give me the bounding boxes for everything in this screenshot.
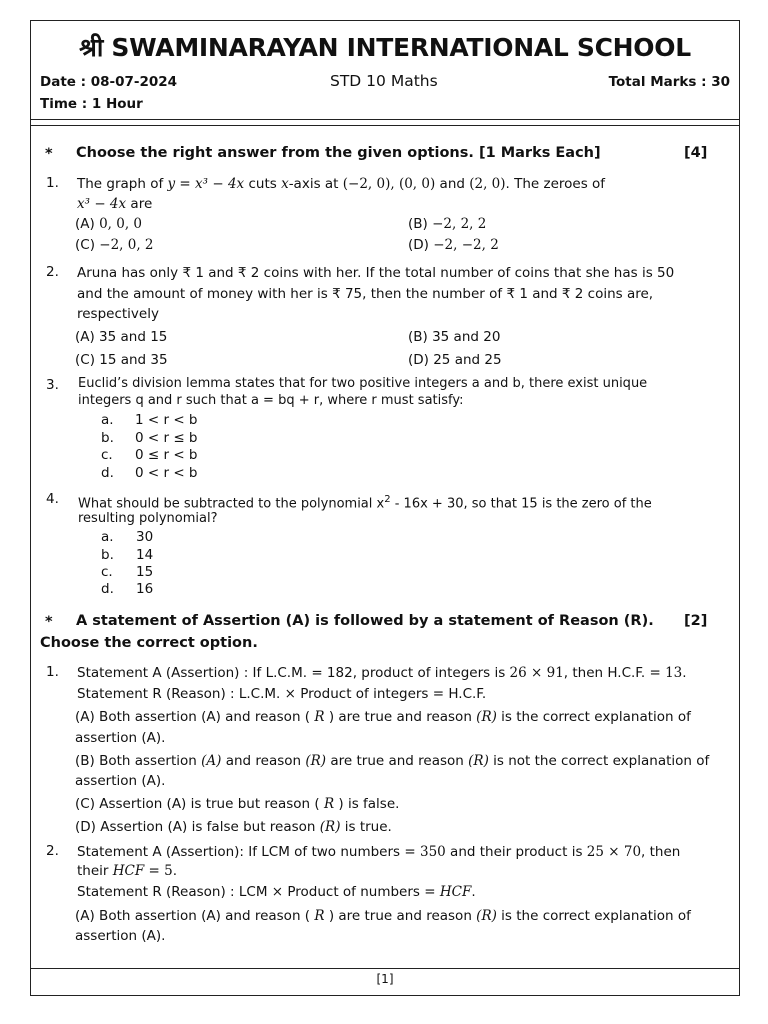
math-var: (R): [468, 753, 489, 769]
option-value: −2, −2, 2: [433, 237, 499, 253]
q4-option-d-text: 16: [136, 581, 154, 597]
q2-line1: Aruna has only ₹ 1 and ₹ 2 coins with her. If the total number of coins that she has is 50: [77, 265, 675, 281]
text: Statement A (Assertion) : If L.C.M. = 182, product of integers is: [77, 665, 510, 681]
q3-line2: integers q and r such that a = bq + r, where r must satisfy:: [78, 393, 464, 408]
ar2-number: 2.: [46, 843, 59, 859]
text: (C) Assertion (A) is true but reason (: [75, 796, 324, 812]
math-var: (R): [305, 753, 327, 769]
text: What should be subtracted to the polynomial x: [78, 496, 385, 512]
math-expression: = 350: [404, 844, 446, 860]
text: Product of integers: [295, 686, 433, 702]
text: . The zeroes of: [505, 176, 606, 192]
math-var: (R): [476, 709, 497, 725]
text: , then H.C.F.: [563, 665, 650, 681]
q3-option-c-text: 0 ≤ r < b: [135, 447, 198, 463]
ar2-option-a-line1: [75, 906, 691, 926]
text: Statement R (Reason) : LCM: [77, 884, 272, 900]
math-var: R: [314, 908, 325, 924]
section2-heading: A statement of Assertion (A) is followed by a statement of Reason (R).: [76, 613, 654, 629]
q2-option-d: (D) 25 and 25: [408, 352, 502, 368]
total-marks: Total Marks : 30: [608, 74, 730, 90]
q3-option-d-label: d.: [101, 465, 114, 481]
math-expression: = 5: [144, 863, 173, 879]
text: -axis at: [288, 176, 343, 192]
text: ) are true and reason: [324, 908, 477, 924]
text: The graph of: [77, 176, 168, 192]
math-expression: x³ − 4x: [77, 196, 127, 212]
ar1-assertion: [77, 663, 687, 683]
text: (B) Both assertion: [75, 753, 202, 769]
math-points: (−2, 0), (0, 0): [342, 176, 436, 192]
option-value: −2, 0, 2: [99, 237, 154, 253]
q4-number: 4.: [46, 491, 59, 507]
math-symbol: ×: [271, 884, 284, 900]
q2-number: 2.: [46, 264, 59, 280]
q1-option-d: [408, 237, 499, 253]
exam-time: Time : 1 Hour: [40, 96, 143, 112]
q1-option-b: [408, 216, 486, 232]
q3-option-b-label: b.: [101, 430, 114, 446]
q4-option-a-label: a.: [101, 529, 114, 545]
q4-option-b-text: 14: [136, 547, 154, 563]
text: .: [172, 863, 178, 879]
math-symbol: ×: [284, 686, 296, 702]
page-number: [1]: [376, 972, 394, 986]
q4-option-d-label: d.: [101, 581, 114, 597]
math-symbol: =: [432, 686, 445, 702]
option-label: (C): [75, 237, 100, 253]
math-var: (A): [201, 753, 222, 769]
math-var: (R): [319, 819, 341, 835]
ar1-number: 1.: [46, 664, 59, 680]
text: is the correct explanation of: [496, 908, 691, 924]
ar1-option-a-line1: [75, 707, 691, 727]
text: , then: [641, 844, 681, 860]
text: and reason: [221, 753, 306, 769]
text: .: [471, 884, 476, 900]
text: their: [77, 863, 113, 879]
q3-option-d-text: 0 < r < b: [135, 465, 198, 481]
q3-option-b-text: 0 < r ≤ b: [135, 430, 198, 446]
section1-heading: Choose the right answer from the given options. [1 Marks Each]: [76, 145, 601, 161]
text: (A) Both assertion (A) and reason (: [75, 709, 315, 725]
math-symbol: =: [424, 884, 440, 900]
math-var: HCF: [112, 863, 145, 879]
text: Statement A (Assertion): If LCM of two numbers: [77, 844, 405, 860]
text: H.C.F.: [444, 686, 487, 702]
section2-bullet: *: [45, 614, 53, 630]
q3-option-a-label: a.: [101, 412, 114, 428]
text: are true and reason: [326, 753, 469, 769]
math-point: (2, 0): [469, 176, 506, 192]
header-divider-bottom: [30, 125, 740, 126]
q2-line3: respectively: [77, 306, 159, 322]
option-label: (A): [75, 216, 100, 232]
q4-line2: resulting polynomial?: [78, 511, 218, 526]
section2-heading-line2: Choose the correct option.: [40, 635, 258, 651]
section2-marks: [2]: [684, 613, 708, 629]
ar2-option-a-line2: assertion (A).: [75, 928, 166, 944]
q1-option-c: [75, 237, 154, 253]
q1-number: 1.: [46, 175, 59, 191]
math-expression: = 13: [649, 665, 683, 681]
q3-option-c-label: c.: [101, 447, 113, 463]
ar1-option-d: [75, 817, 392, 837]
ar1-option-b-line1: [75, 751, 709, 771]
q4-option-a-text: 30: [136, 529, 154, 545]
q2-option-c: (C) 15 and 35: [75, 352, 168, 368]
text: - 16x + 30, so that 15 is the zero of the: [390, 496, 652, 512]
option-value: −2, 2, 2: [432, 216, 487, 232]
q2-option-a: (A) 35 and 15: [75, 329, 168, 345]
q1-line2: [77, 194, 152, 214]
ar1-option-a-line2: assertion (A).: [75, 730, 166, 746]
q4-option-c-text: 15: [136, 564, 154, 580]
q2-line2: and the amount of money with her is ₹ 75, then the number of ₹ 1 and ₹ 2 coins are,: [77, 286, 654, 302]
ar1-option-c: [75, 794, 399, 814]
text: and: [435, 176, 470, 192]
q4-option-b-label: b.: [101, 547, 114, 563]
text: .: [682, 665, 687, 681]
option-value: 0, 0, 0: [99, 216, 142, 232]
ar2-assertion-line1: [77, 842, 680, 862]
math-var: (R): [476, 908, 497, 924]
q3-number: 3.: [46, 377, 59, 393]
text: ) are true and reason: [324, 709, 477, 725]
text: Product of numbers: [283, 884, 425, 900]
text: ) is false.: [334, 796, 400, 812]
ar2-assertion-line2: [77, 861, 177, 881]
section1-marks: [4]: [684, 145, 708, 161]
header-divider-top: [30, 119, 740, 120]
exam-subject: STD 10 Maths: [330, 72, 438, 90]
q1-option-a: [75, 216, 142, 232]
text: is not the correct explanation of: [488, 753, 710, 769]
ar1-option-b-line2: assertion (A).: [75, 773, 166, 789]
text: and their product is: [445, 844, 587, 860]
text: (A) Both assertion (A) and reason (: [75, 908, 315, 924]
text: cuts: [244, 176, 282, 192]
q3-option-a-text: 1 < r < b: [135, 412, 198, 428]
math-var: R: [314, 709, 325, 725]
section1-bullet: *: [45, 146, 53, 162]
text: are: [126, 196, 153, 212]
math-expression: y = x³ − 4x: [167, 176, 245, 192]
math-expression: 25 × 70: [586, 844, 642, 860]
ar2-reason: [77, 882, 476, 902]
option-label: (B): [408, 216, 433, 232]
math-expression: 26 × 91: [509, 665, 564, 681]
q2-option-b: (B) 35 and 20: [408, 329, 501, 345]
q3-line1: Euclid’s division lemma states that for two positive integers a and b, there exist unique: [78, 376, 648, 391]
text: is true.: [340, 819, 392, 835]
math-var: R: [323, 796, 335, 812]
math-var: x: [281, 176, 289, 192]
text: Statement R (Reason) : L.C.M.: [77, 686, 285, 702]
q1-line1: [77, 174, 605, 194]
math-var: HCF: [439, 884, 472, 900]
ar1-reason: [77, 684, 486, 704]
text: (D) Assertion (A) is false but reason: [75, 819, 320, 835]
exponent: 2: [384, 494, 391, 505]
text: is the correct explanation of: [496, 709, 691, 725]
q4-option-c-label: c.: [101, 564, 113, 580]
exam-date: Date : 08-07-2024: [40, 74, 178, 90]
school-name: श्री SWAMINARAYAN INTERNATIONAL SCHOOL: [79, 33, 691, 62]
footer-divider: [30, 968, 740, 969]
option-label: (D): [408, 237, 434, 253]
